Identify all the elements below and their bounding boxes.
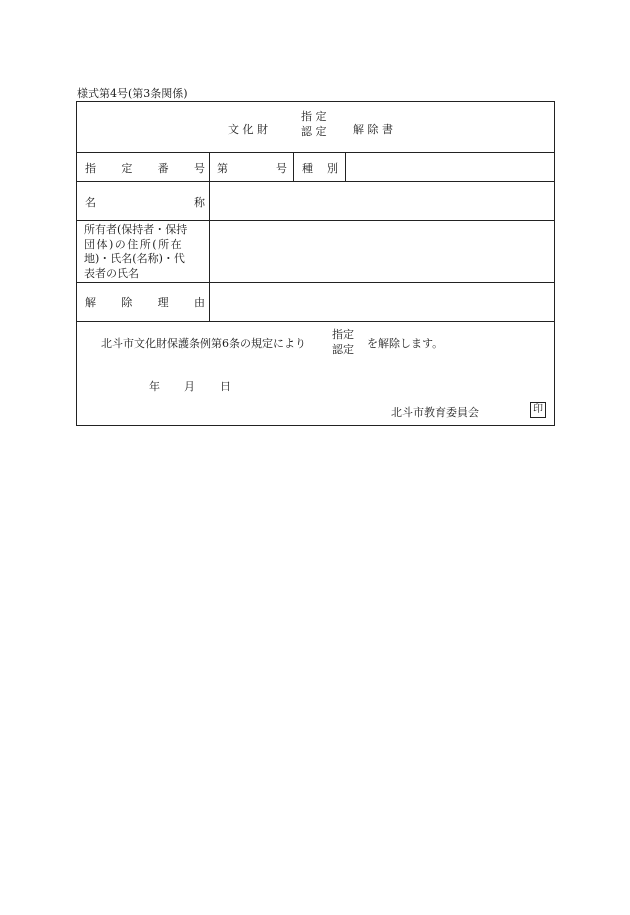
type-label: 種 別 [302,162,338,175]
statement-option-designation: 指定 [332,328,354,341]
label-column-divider [209,152,210,321]
seal-mark: 印 [530,402,546,418]
date-month-label: 月 [184,380,195,393]
statement-option-certification: 認定 [332,343,354,356]
owner-field[interactable] [213,223,549,279]
owner-label: 所有者(保持者・保持 団体)の住所(所在 地)・氏名(名称)・代 表者の氏名 [84,223,188,280]
type-divider-right [345,152,346,181]
issuer-name: 北斗市教育委員会 [391,406,479,419]
type-field[interactable] [349,154,549,178]
reason-label: 解 除 理 由 [85,296,205,309]
title-prefix: 文 化 財 [228,123,268,136]
row-divider [77,220,554,221]
title-option-designation: 指 定 [301,110,327,123]
name-field[interactable] [213,184,549,218]
statement-suffix: を解除します。 [367,337,444,350]
form-frame [76,101,555,426]
date-year-label: 年 [149,380,160,393]
date-day-label: 日 [220,380,231,393]
statement-text: 北斗市文化財保護条例第6条の規定により [101,337,306,350]
row-divider [77,321,554,322]
type-divider-left [293,152,294,181]
title-suffix: 解 除 書 [353,123,393,136]
name-label: 名 称 [85,196,205,209]
designation-number-label: 指 定 番 号 [85,162,205,175]
row-divider [77,181,554,182]
number-suffix: 号 [276,162,287,175]
title-option-certification: 認 定 [301,125,327,138]
row-divider [77,152,554,153]
statement-options [332,327,354,357]
number-prefix: 第 [217,162,228,175]
reason-field[interactable] [213,285,549,318]
form-number-label: 様式第4号(第3条関係) [77,87,188,100]
title-options [301,109,327,139]
row-divider [77,282,554,283]
